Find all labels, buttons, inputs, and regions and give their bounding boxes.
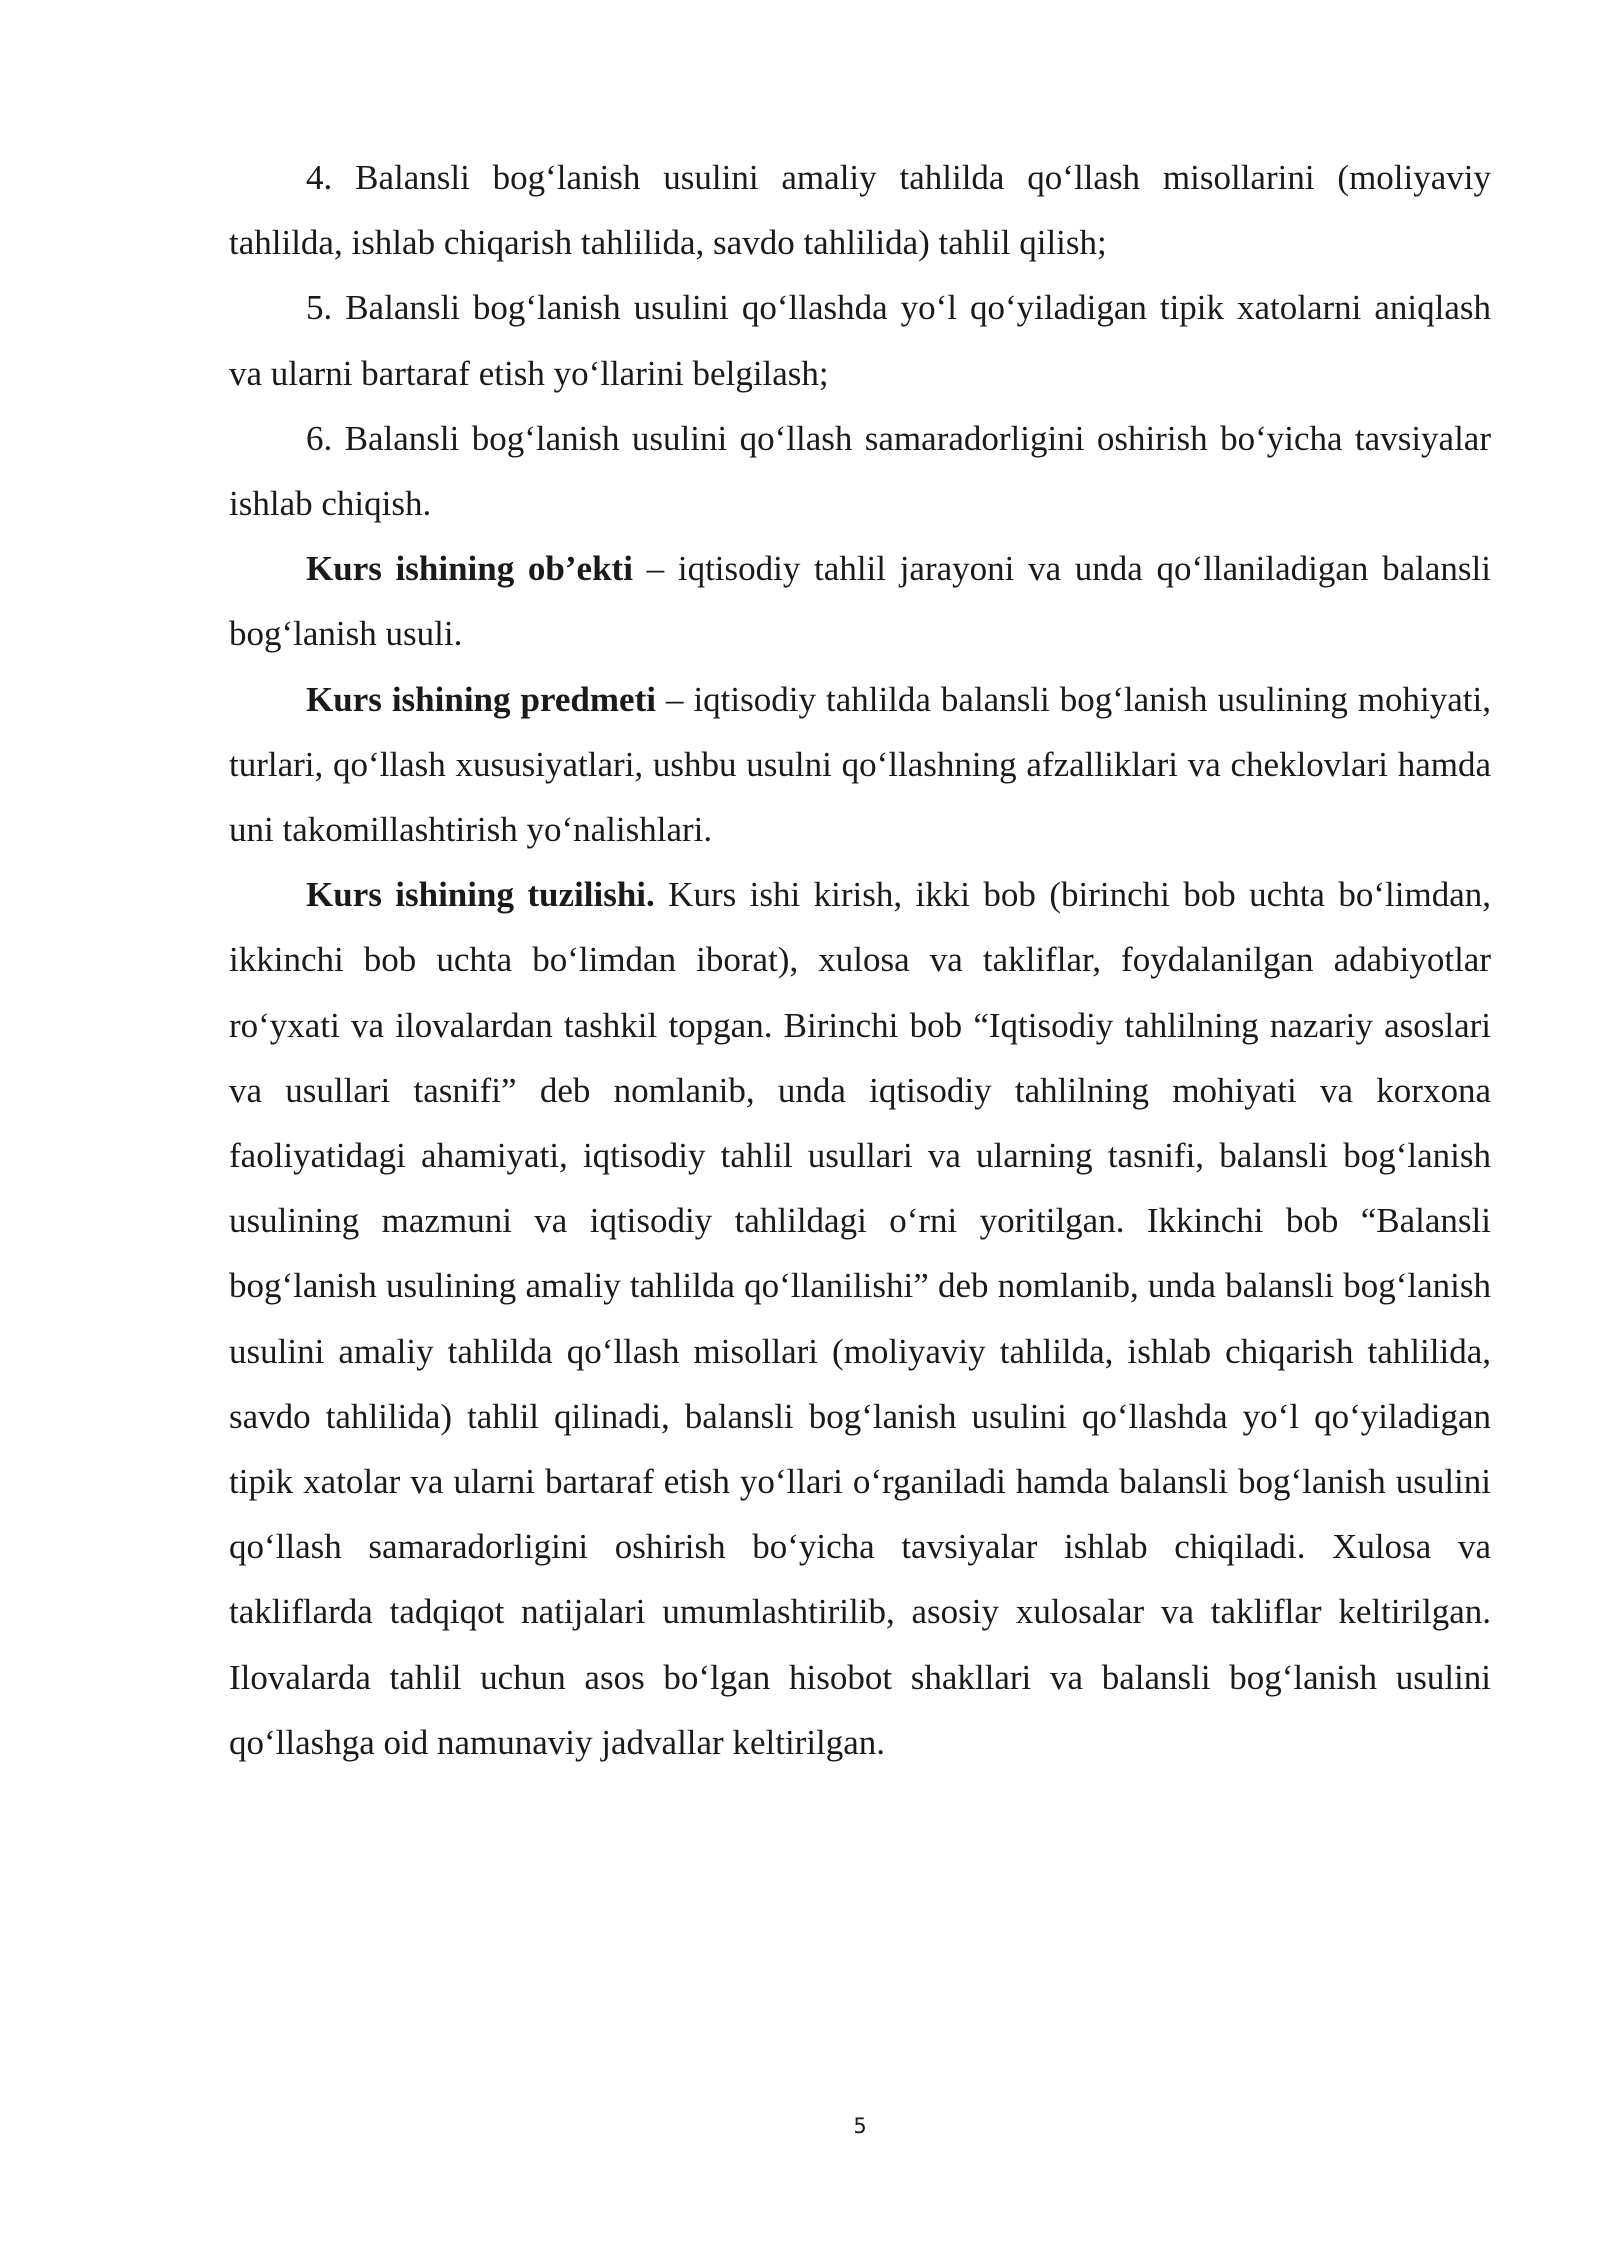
structure-text: Kurs ishi kirish, ikki bob (birinchi bob uchta bo‘limdan, ikkinchi bob uchta bo‘limdan iborat), xulosa va takliflar, foydalanilgan adabiyotlar ro‘yxati va ilovalardan tashkil topgan. Birinchi bob “Iqtisodiy tahlilning nazariy asoslari va usullari tasnifi” deb nomlanib, unda iqtisodiy tahlilning mohiyati va korxona faoliyatidagi ahamiyati, iqtisodiy tahlil usullari va ularning tasnifi, balansli bog‘lanish usulining mazmuni va iqtisodiy tahlildagi o‘rni yoritilgan. Ikkinchi bob “Balansli bog‘lanish usulining amaliy tahlilda qo‘llanilishi” deb nomlanib, unda balansli bog‘lanish usulini amaliy tahlilda qo‘llash misollari (moliyaviy tahlilda, ishlab chiqarish tahlilida, savdo tahlilida) tahlil qilinadi, balansli bog‘lanish usulini qo‘llashda yo‘l qo‘yiladigan tipik xatolar va ularni bartaraf etish yo‘llari o‘rganiladi hamda balansli bog‘lanish usulini qo‘llash samaradorligini oshirish bo‘yicha tavsiyalar ishlab chiqiladi. Xulosa va takliflarda tadqiqot natijalari umumlashtirilib, asosiy xulosalar va takliflar keltirilgan. Ilovalarda tahlil uchun asos bo‘lgan hisobot shakllari va balansli bog‘lanish usulini qo‘llashga oid namunaviy jadvallar keltirilgan. (229, 875, 1492, 1762)
research-subject-heading: Kurs ishining predmeti (306, 679, 656, 719)
structure-heading: Kurs ishining tuzilishi. (306, 875, 655, 915)
research-object-heading: Kurs ishining ob’ekti (306, 549, 633, 589)
structure-paragraph (229, 862, 1491, 1775)
task-item-5-text: 5. Balansli bog‘lanish usulini qo‘llashda yo‘l qo‘yiladigan tipik xatolarni aniqlash va ularni bartaraf etish yo‘llarini belgilash; (229, 288, 1491, 393)
task-item-6-text: 6. Balansli bog‘lanish usulini qo‘llash samaradorligini oshirish bo‘yicha tavsiyalar ishlab chiqish. (229, 418, 1491, 524)
task-item-4 (229, 145, 1491, 275)
task-item-6 (229, 406, 1491, 536)
task-item-4-text: 4. Balansli bog‘lanish usulini amaliy tahlilda qo‘llash misollarini (moliyaviy tahlilda, ishlab chiqarish tahlilida, savdo tahlilida) tahlil qilish; (229, 158, 1491, 263)
task-item-5 (229, 275, 1491, 405)
research-object-paragraph (229, 536, 1491, 666)
page-body (229, 145, 1491, 1775)
research-object-text: – iqtisodiy tahlil jarayoni va unda qo‘llaniladigan balansli bog‘lanish usuli. (229, 549, 1491, 654)
page-number: 5 (853, 2114, 867, 2138)
research-subject-paragraph (229, 667, 1491, 863)
research-subject-text: – iqtisodiy tahlilda balansli bog‘lanish usulining mohiyati, turlari, qo‘llash xususiyatlari, ushbu usulni qo‘llashning afzalliklari va cheklovlari hamda uni takomillashtirish yo‘nalishlari. (229, 679, 1491, 850)
